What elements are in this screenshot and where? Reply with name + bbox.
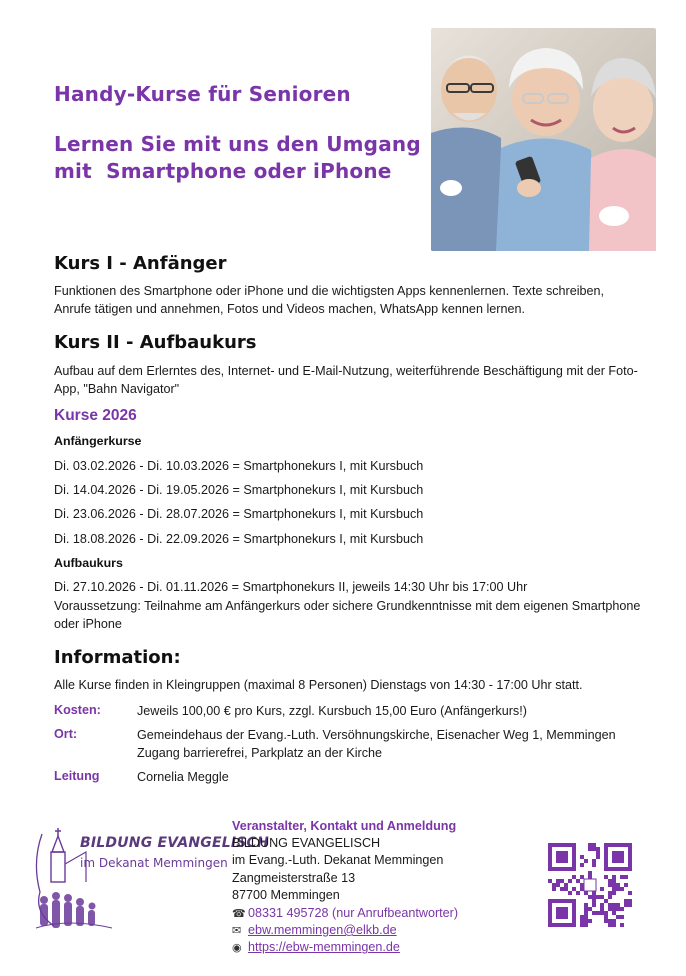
- contact-heading: Veranstalter, Kontakt und Anmeldung: [232, 819, 457, 833]
- aufbaukurs-date-line: Di. 27.10.2026 - Di. 01.11.2026 = Smartphonekurs II, jeweils 14:30 Uhr bis 17:00 Uhr: [54, 580, 528, 594]
- page-title: Handy-Kurse für Senioren: [54, 82, 351, 106]
- kurs1-text-line-1: Funktionen des Smartphone oder iPhone und die wichtigsten Apps kennenlernen. Texte schreiben,: [54, 284, 605, 298]
- ort-value: [137, 726, 657, 762]
- logo-subtitle: im Dekanat Memmingen: [80, 856, 228, 870]
- kurs1-text: [54, 282, 664, 318]
- voraussetzung-text: [54, 597, 664, 633]
- email-icon: ✉: [232, 924, 242, 937]
- contact-email-row[interactable]: [232, 922, 532, 939]
- information-heading: Information:: [54, 647, 181, 668]
- contact-street: Zangmeisterstraße 13: [232, 870, 356, 885]
- contact-city: 87700 Memmingen: [232, 888, 340, 903]
- kurs1-heading: Kurs I - Anfänger: [54, 253, 227, 274]
- seniors-photo: [431, 28, 656, 251]
- information-text: Alle Kurse finden in Kleingruppen (maximal 8 Personen) Dienstags von 14:30 - 17:00 Uhr statt.: [54, 678, 583, 692]
- kurs2-heading: Kurs II - Aufbaukurs: [54, 332, 257, 353]
- logo-title: BILDUNG EVANGELISCH: [80, 835, 269, 851]
- course-date-line: Di. 14.04.2026 - Di. 19.05.2026 = Smartphonekurs I, mit Kursbuch: [54, 483, 424, 497]
- kurs1-text-line-2: Anrufe tätigen und annehmen, Fotos und Videos machen, WhatsApp kennen lernen.: [54, 302, 525, 316]
- course-date-line: Di. 03.02.2026 - Di. 10.03.2026 = Smartphonekurs I, mit Kursbuch: [54, 459, 424, 473]
- course-date-line: Di. 18.08.2026 - Di. 22.09.2026 = Smartphonekurs I, mit Kursbuch: [54, 532, 424, 546]
- contact-org: BILDUNG EVANGELISCH: [232, 836, 381, 850]
- contact-web-row[interactable]: [232, 939, 532, 956]
- contact-phone: 08331 495728 (nur Anrufbeantworter): [248, 905, 459, 920]
- voraussetzung-line-2: oder iPhone: [54, 617, 122, 631]
- ort-line-1: Gemeindehaus der Evang.-Luth. Versöhnungskirche, Eisenacher Weg 1, Memmingen: [137, 728, 616, 742]
- contact-email-link[interactable]: ebw.memmingen@elkb.de: [248, 922, 397, 937]
- anfaengerkurse-heading: Anfängerkurse: [54, 434, 142, 448]
- leitung-label: Leitung: [54, 769, 100, 783]
- qr-code-icon: [548, 843, 632, 927]
- contact-block: [232, 818, 532, 957]
- subtitle-line-2: mit Smartphone oder iPhone: [54, 159, 392, 183]
- contact-phone-row: [232, 905, 532, 922]
- ort-line-2: Zugang barrierefrei, Parkplatz an der Kirche: [137, 746, 383, 760]
- course-date-line: Di. 23.06.2026 - Di. 28.07.2026 = Smartphonekurs I, mit Kursbuch: [54, 507, 424, 521]
- globe-icon: ◉: [232, 942, 242, 955]
- page-subtitle: [54, 131, 434, 185]
- voraussetzung-line-1: Voraussetzung: Teilnahme am Anfängerkurs oder sichere Grundkenntnisse mit dem eigenen Smartphone: [54, 599, 641, 613]
- kosten-value: Jeweils 100,00 € pro Kurs, zzgl. Kursbuch 15,00 Euro (Anfängerkurs!): [137, 704, 527, 718]
- ort-label: Ort:: [54, 727, 78, 741]
- kurse-2026-heading: Kurse 2026: [54, 407, 137, 424]
- contact-org-2: im Evang.-Luth. Dekanat Memmingen: [232, 853, 444, 868]
- kosten-label: Kosten:: [54, 703, 101, 717]
- aufbaukurs-heading: Aufbaukurs: [54, 556, 123, 570]
- contact-web-link[interactable]: https://ebw-memmingen.de: [248, 940, 400, 955]
- subtitle-line-1: Lernen Sie mit uns den Umgang: [54, 132, 421, 156]
- kurs2-text-line-1: Aufbau auf dem Erlerntes des, Internet- und E-Mail-Nutzung, weiterführende Beschäftigung mit der Foto-: [54, 364, 638, 378]
- phone-icon: ☎: [232, 907, 246, 920]
- kurs2-text-line-2: App, "Bahn Navigator": [54, 382, 180, 396]
- leitung-value: Cornelia Meggle: [137, 770, 229, 784]
- kurs2-text: [54, 362, 664, 398]
